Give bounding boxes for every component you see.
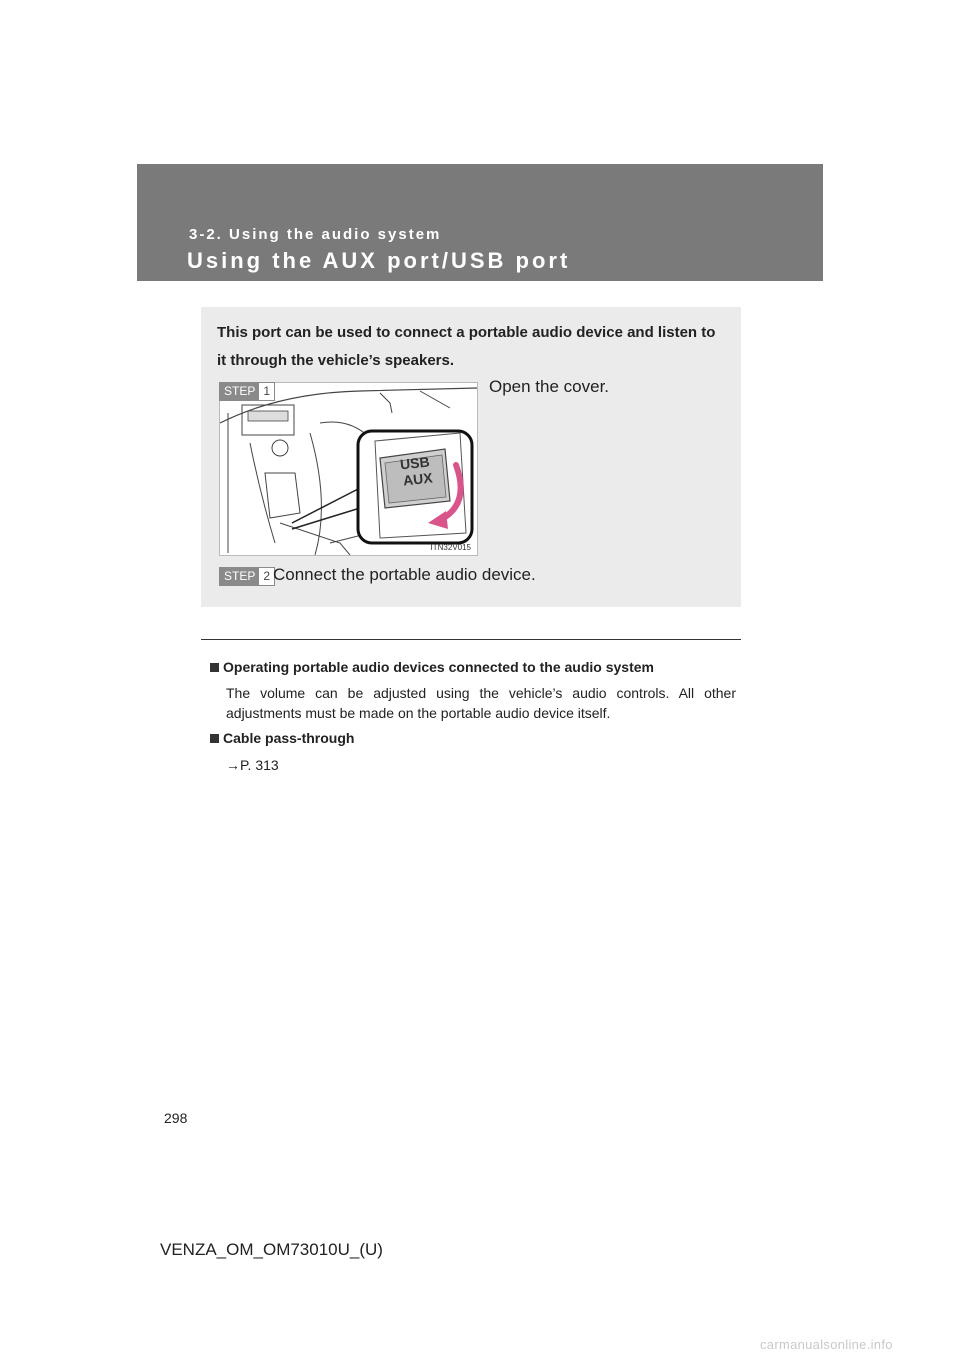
note-1-body: The volume can be adjusted using the vehicle’s audio controls. All other adjustments must be made on the portable audio device itself. <box>226 685 736 721</box>
section-label: 3-2. Using the audio system <box>189 226 442 243</box>
section-divider <box>201 639 741 640</box>
note-2-page-reference: →P. 313 <box>226 757 279 773</box>
page-number: 298 <box>164 1110 188 1126</box>
intro-text: This port can be used to connect a portable audio device and listen to it through the vehicle’s speakers. <box>217 324 716 369</box>
usb-label: USB <box>399 453 431 473</box>
watermark: carmanualsonline.info <box>760 1337 893 1352</box>
document-id: VENZA_OM_OM73010U_(U) <box>160 1240 383 1259</box>
step-1-badge <box>219 382 275 401</box>
step-1-number: 1 <box>259 383 274 400</box>
square-bullet-icon <box>210 663 219 672</box>
step-2-number: 2 <box>259 568 274 585</box>
step-1-word: STEP <box>220 383 259 400</box>
note-2-heading-text: Cable pass-through <box>223 730 355 746</box>
note-1-heading <box>210 659 654 675</box>
page-title: Using the AUX port/USB port <box>187 248 571 273</box>
header-band <box>137 164 823 281</box>
step-1-text: Open the cover. <box>489 377 610 396</box>
aux-label: AUX <box>402 469 434 489</box>
info-box <box>201 307 741 607</box>
note-1-heading-text: Operating portable audio devices connected to the audio system <box>223 659 654 675</box>
note-2-heading <box>210 730 354 746</box>
square-bullet-icon <box>210 734 219 743</box>
step-2-badge <box>219 567 275 586</box>
step-2-word: STEP <box>220 568 259 585</box>
figure-code: ITN32V015 <box>430 543 471 552</box>
step-2-text: Connect the portable audio device. <box>273 565 536 584</box>
open-cover-arrow-icon <box>220 383 477 555</box>
dashboard-illustration <box>219 382 478 556</box>
